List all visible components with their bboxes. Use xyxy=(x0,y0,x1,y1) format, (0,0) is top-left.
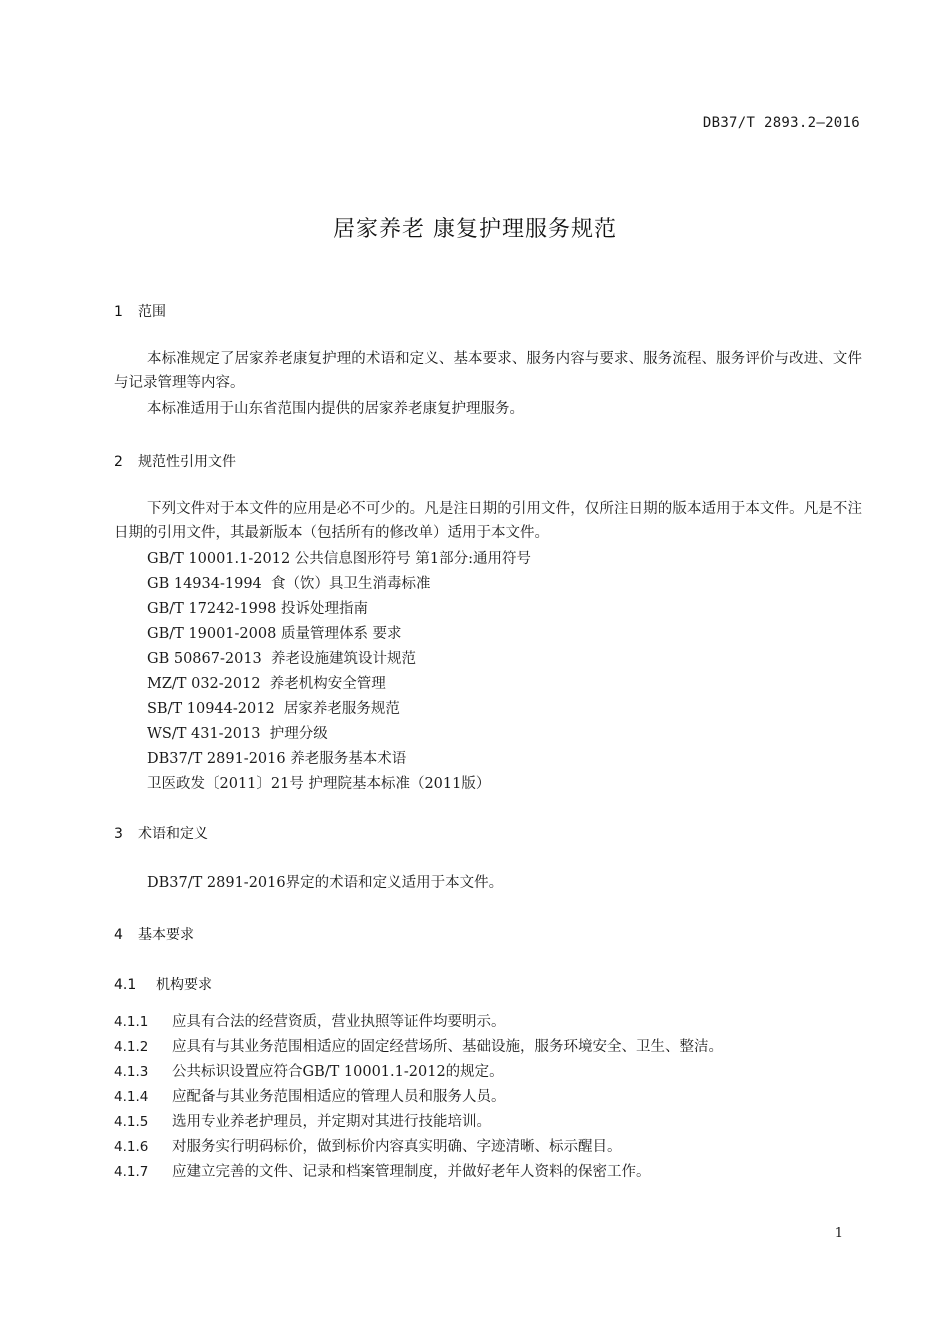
subsection-number: 4.1 xyxy=(114,977,137,993)
page-title: 居家养老 康复护理服务规范 xyxy=(333,217,617,242)
clause-text: 应配备与其业务范围相适应的管理人员和服务人员。 xyxy=(172,1089,506,1105)
reference-item: GB/T 19001-2008 质量管理体系 要求 xyxy=(147,626,402,642)
section-heading-basic-requirements xyxy=(114,924,194,944)
section-number: 1 xyxy=(114,304,123,320)
requirement-item xyxy=(114,1060,723,1085)
clause-number: 4.1.7 xyxy=(114,1164,149,1180)
section-number: 2 xyxy=(114,454,123,470)
scope-paragraph-2: 本标准适用于山东省范围内提供的居家养老康复护理服务。 xyxy=(147,401,524,417)
clause-text: 应建立完善的文件、记录和档案管理制度，并做好老年人资料的保密工作。 xyxy=(172,1164,651,1180)
reference-item: DB37/T 2891-2016 养老服务基本术语 xyxy=(147,751,407,767)
reference-item: 卫医政发〔2011〕21号 护理院基本标准（2011版） xyxy=(147,776,491,792)
clause-number: 4.1.3 xyxy=(114,1064,149,1080)
requirement-item xyxy=(114,1110,723,1135)
reference-item: GB/T 10001.1-2012 公共信息图形符号 第1部分:通用符号 xyxy=(147,551,531,567)
requirement-item xyxy=(114,1135,723,1160)
document-code: DB37/T 2893.2—2016 xyxy=(702,115,860,131)
terms-paragraph: DB37/T 2891-2016界定的术语和定义适用于本文件。 xyxy=(147,875,504,891)
clause-number: 4.1.5 xyxy=(114,1114,149,1130)
section-heading-terms xyxy=(114,823,208,843)
section-heading-scope xyxy=(114,301,166,321)
clause-text: 选用专业养老护理员，并定期对其进行技能培训。 xyxy=(172,1114,491,1130)
reference-item: WS/T 431-2013 护理分级 xyxy=(147,726,328,742)
section-title: 规范性引用文件 xyxy=(138,454,236,470)
section-title: 范围 xyxy=(138,304,166,320)
page-number: 1 xyxy=(834,1226,843,1241)
requirement-item xyxy=(114,1085,723,1110)
clause-number: 4.1.6 xyxy=(114,1139,149,1155)
reference-item: GB 14934-1994 食（饮）具卫生消毒标准 xyxy=(147,576,431,592)
section-number: 3 xyxy=(114,826,123,842)
clause-text: 公共标识设置应符合GB/T 10001.1-2012的规定。 xyxy=(172,1064,504,1080)
requirement-list xyxy=(114,1010,723,1185)
requirement-item xyxy=(114,1160,723,1185)
reference-item: GB/T 17242-1998 投诉处理指南 xyxy=(147,601,368,617)
clause-text: 应具有与其业务范围相适应的固定经营场所、基础设施，服务环境安全、卫生、整洁。 xyxy=(172,1039,723,1055)
normative-refs-intro: 下列文件对于本文件的应用是必不可少的。凡是注日期的引用文件，仅所注日期的版本适用于本文件。凡是不注日期的引用文件，其最新版本（包括所有的修改单）适用于本文件。 xyxy=(114,501,862,541)
clause-number: 4.1.1 xyxy=(114,1014,149,1030)
subsection-title: 机构要求 xyxy=(156,977,212,993)
section-number: 4 xyxy=(114,927,123,943)
section-heading-normative-refs xyxy=(114,451,236,471)
section-title: 基本要求 xyxy=(138,927,194,943)
reference-list xyxy=(147,547,531,797)
reference-item: SB/T 10944-2012 居家养老服务规范 xyxy=(147,701,400,717)
clause-number: 4.1.2 xyxy=(114,1039,149,1055)
requirement-item xyxy=(114,1010,723,1035)
clause-text: 应具有合法的经营资质，营业执照等证件均要明示。 xyxy=(172,1014,506,1030)
clause-text: 对服务实行明码标价，做到标价内容真实明确、字迹清晰、标示醒目。 xyxy=(172,1139,622,1155)
scope-paragraph-1: 本标准规定了居家养老康复护理的术语和定义、基本要求、服务内容与要求、服务流程、服务评价与改进、文件与记录管理等内容。 xyxy=(114,351,862,391)
clause-number: 4.1.4 xyxy=(114,1089,149,1105)
section-title: 术语和定义 xyxy=(138,826,208,842)
reference-item: MZ/T 032-2012 养老机构安全管理 xyxy=(147,676,386,692)
subsection-heading-org-requirements xyxy=(114,974,212,994)
reference-item: GB 50867-2013 养老设施建筑设计规范 xyxy=(147,651,416,667)
requirement-item xyxy=(114,1035,723,1060)
